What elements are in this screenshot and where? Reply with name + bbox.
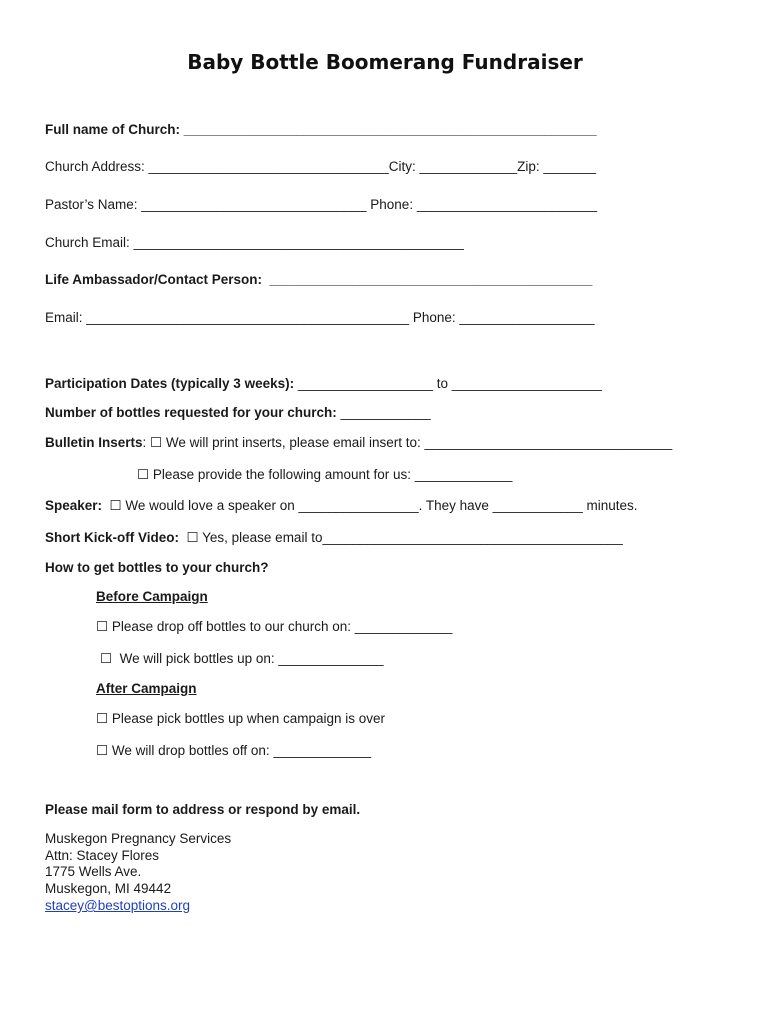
drop-off-after-option[interactable]: ☐ We will drop bottles off on: _____________: [96, 743, 372, 758]
page-title: Baby Bottle Boomerang Fundraiser: [187, 50, 583, 74]
mail-instruction: Please mail form to address or respond by email.: [45, 802, 361, 817]
address-org: Muskegon Pregnancy Services: [45, 831, 232, 846]
bulletin-inserts-row: [45, 435, 672, 451]
video-label: Short Kick-off Video:: [45, 530, 180, 545]
video-row: [45, 530, 623, 546]
bulletin-inserts-label: Bulletin Inserts: [45, 435, 143, 450]
speaker-option[interactable]: ☐ We would love a speaker on ________________. They have ____________ minutes.: [102, 498, 638, 513]
address-street: 1775 Wells Ave.: [45, 864, 142, 879]
pastor-name-phone-field[interactable]: Pastor’s Name: ______________________________ Phone: ________________________: [45, 197, 598, 212]
bulletin-print-option[interactable]: : ☐ We will print inserts, please email insert to: _________________________________: [142, 435, 673, 450]
video-option[interactable]: ☐ Yes, please email to________________________________________: [179, 530, 623, 545]
address-attn: Attn: Stacey Flores: [45, 848, 160, 863]
participation-dates-field[interactable]: __________________ to ____________________: [294, 376, 602, 391]
after-campaign-heading: After Campaign: [96, 681, 197, 696]
before-campaign-heading: Before Campaign: [96, 589, 208, 604]
bottles-delivery-heading: How to get bottles to your church?: [45, 560, 269, 575]
pick-up-option[interactable]: ☐ We will pick bottles up on: ______________: [100, 651, 384, 666]
speaker-row: [45, 498, 638, 514]
church-address-field[interactable]: Church Address: ________________________________City: _____________Zip: _______: [45, 159, 596, 174]
participation-dates-row: [45, 376, 602, 392]
contact-email-phone-field[interactable]: Email: ___________________________________________ Phone: __________________: [45, 310, 595, 325]
bottles-requested-label: Number of bottles requested for your church:: [45, 405, 337, 420]
church-email-field[interactable]: Church Email: ____________________________________________: [45, 235, 464, 250]
address-city: Muskegon, MI 49442: [45, 881, 172, 896]
contact-person-field[interactable]: Life Ambassador/Contact Person: ___________________________________________: [45, 272, 593, 287]
pick-up-after-option[interactable]: ☐ Please pick bottles up when campaign is over: [96, 711, 386, 726]
address-email-row: [45, 898, 190, 914]
bottles-requested-row: [45, 405, 431, 421]
speaker-label: Speaker:: [45, 498, 103, 513]
contact-email-link[interactable]: stacey@bestoptions.org: [45, 898, 191, 913]
bottles-requested-field[interactable]: ____________: [336, 405, 431, 420]
bulletin-provide-option[interactable]: ☐ Please provide the following amount for us: _____________: [137, 467, 513, 482]
participation-dates-label: Participation Dates (typically 3 weeks):: [45, 376, 295, 391]
church-full-name-field[interactable]: Full name of Church: _______________________________________________________: [45, 122, 597, 137]
drop-off-option[interactable]: ☐ Please drop off bottles to our church on: _____________: [96, 619, 453, 634]
